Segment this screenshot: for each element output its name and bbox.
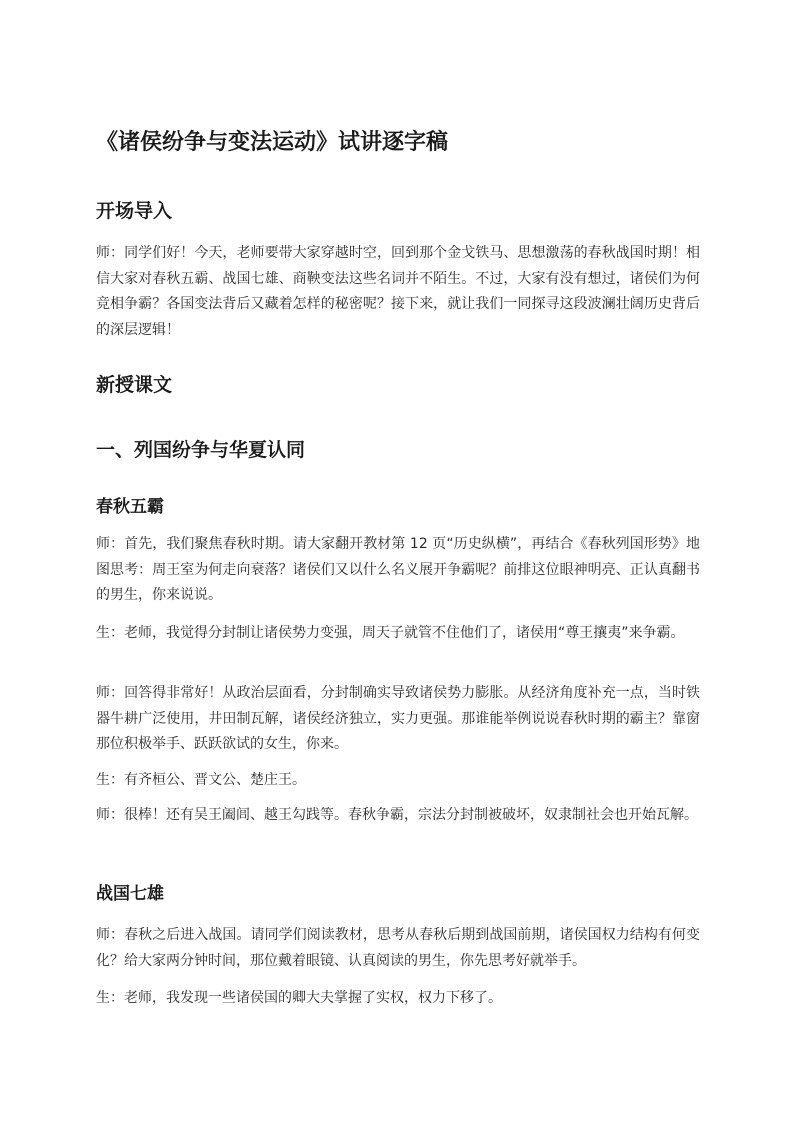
student-paragraph: 生：老师，我觉得分封制让诸侯势力变强，周天子就管不住他们了，诸侯用“尊王攘夷”来争霸。 (96, 625, 685, 641)
teacher-paragraph: 师：春秋之后进入战国。请同学们阅读教材，思考从春秋后期到战国前期，诸侯国权力结构有何变化？给大家两分钟时间，那位戴着眼镜、认真阅读的男生，你先思考好就举手。 (96, 927, 700, 969)
student-paragraph: 生：老师，我发现一些诸侯国的卿大夫掌握了实权，权力下移了。 (96, 990, 502, 1006)
intro-paragraph: 师：同学们好！今天，老师要带大家穿越时空，回到那个金戈铁马、思想激荡的春秋战国时期！相信大家对春秋五霸、战国七雄、商鞅变法这些名词并不陌生。不过，大家有没有想过，诸侯们为何竞相争霸？各国变法背后又藏着怎样的秘密呢？接下来，就让我们一同探寻这段波澜壮阔历史背后的深层逻辑！ (96, 245, 700, 338)
teacher-paragraph: 师：很棒！还有吴王阖闾、越王勾践等。春秋争霸，宗法分封制被破坏，奴隶制社会也开始瓦解。 (96, 807, 698, 823)
heading-intro: 开场导入 (96, 200, 173, 222)
heading-warring-states: 战国七雄 (96, 884, 164, 904)
heading-spring-autumn: 春秋五霸 (96, 497, 164, 517)
heading-part-one: 一、列国纷争与华夏认同 (96, 439, 306, 461)
teacher-paragraph: 师：首先，我们聚焦春秋时期。请大家翻开教材第 12 页“历史纵横”，再结合《春秋列国形势》地图思考：周王室为何走向衰落？诸侯们又以什么名义展开争霸呢？前排这位眼神明亮、正认真翻书的男生，你来说说。 (96, 536, 700, 603)
student-paragraph: 生：有齐桓公、晋文公、楚庄王。 (96, 772, 306, 788)
heading-new-lesson: 新授课文 (96, 374, 173, 396)
document-title: 《诸侯纷争与变法运动》试讲逐字稿 (96, 130, 449, 155)
teacher-paragraph: 师：回答得非常好！从政治层面看，分封制确实导致诸侯势力膨胀。从经济角度补充一点，当时铁器牛耕广泛使用，井田制瓦解，诸侯经济独立，实力更强。那谁能举例说说春秋时期的霸主？靠窗那位积极举手、跃跃欲试的女生，你来。 (96, 685, 700, 752)
